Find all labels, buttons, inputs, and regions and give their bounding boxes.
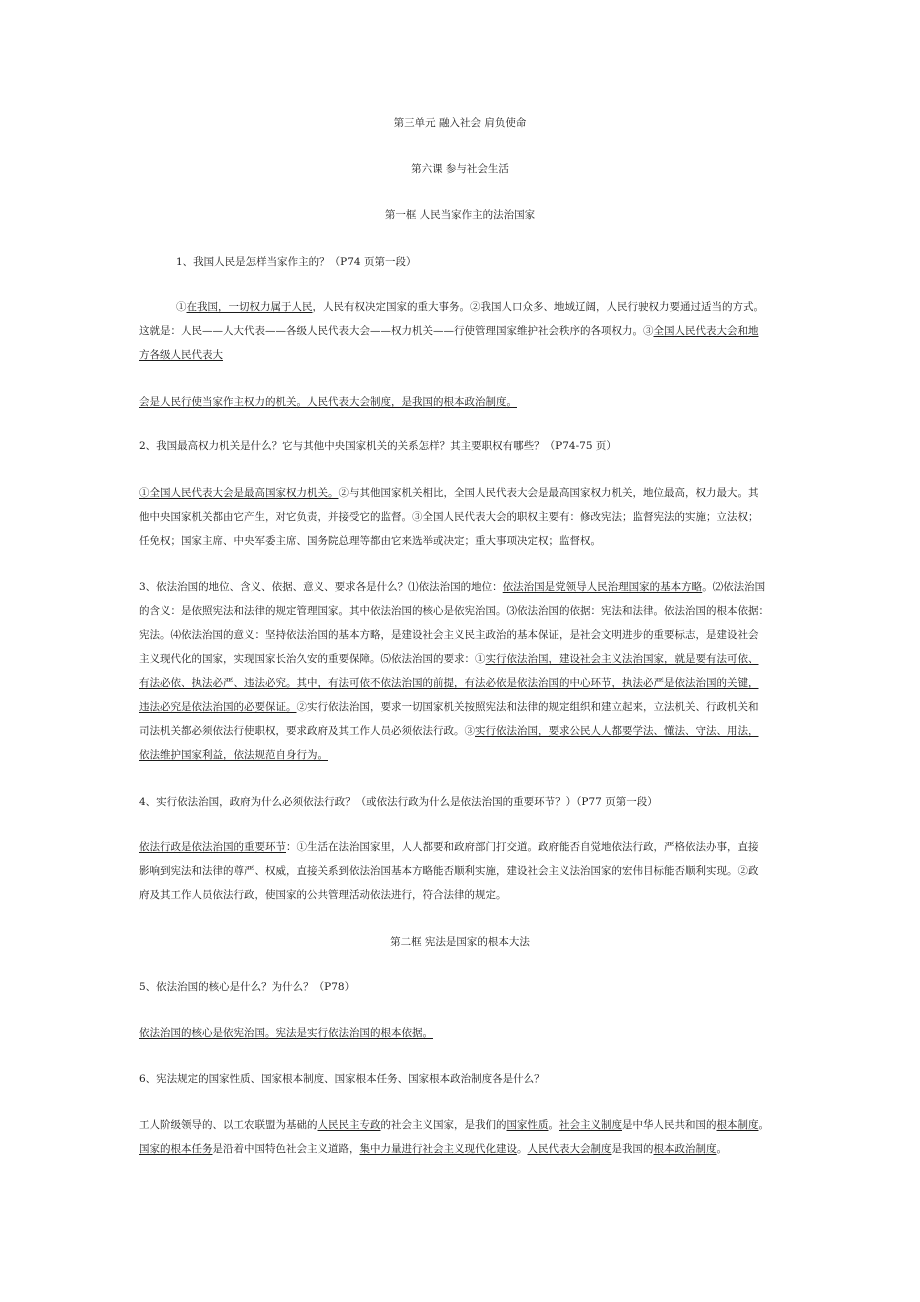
q5-key-point: 依法治国的核心是依宪治国。宪法是实行依法治国的根本依据。 — [139, 1027, 433, 1039]
q1-answer-line-1 — [176, 300, 764, 314]
q2-question: 2、我国最高权力机关是什么？它与其他中央国家机关的关系怎样？其主要职权有哪些？（P74-75 页） — [139, 440, 617, 452]
q6-question: 6、宪法规定的国家性质、国家根本制度、国家根本任务、国家根本政治制度各是什么？ — [139, 1073, 545, 1085]
q1-key-point: 方各级人民代表大 — [139, 349, 223, 361]
q6-text: 。 — [758, 1119, 769, 1131]
q6-text: 。 — [517, 1143, 528, 1155]
q3-line-7 — [139, 724, 759, 738]
q3-key-point: 实行依法治国，要求公民人人都要学法、懂法、守法、用法， — [475, 725, 759, 737]
q6-key-point: 人民代表大会制度 — [527, 1143, 612, 1155]
frame1-title: 第一框 人民当家作主的法治国家 — [384, 209, 536, 221]
q5-answer — [139, 1026, 433, 1040]
q6-key-point: 国家性质 — [506, 1119, 549, 1131]
q3-text: ②实行依法治国，要求一切国家机关按照宪法和法律的规定组织和建立起来，立法机关、行政机关和 — [296, 701, 759, 713]
lesson-title: 第六课 参与社会生活 — [411, 163, 509, 175]
q2-text: ②与其他国家机关相比，全国人民代表大会是最高国家权力机关，地位最高，权力最大。其 — [338, 487, 759, 499]
q6-key-point: 社会主义制度 — [559, 1119, 622, 1131]
q2-key-point: ①全国人民代表大会是最高国家权力机关。 — [139, 487, 339, 499]
unit-title: 第三单元 融入社会 肩负使命 — [393, 117, 527, 129]
q5-question: 5、依法治国的核心是什么？为什么？（P78） — [139, 981, 356, 993]
q1-question: 1、我国人民是怎样当家作主的？（P74 页第一段） — [176, 256, 417, 268]
q3-text: 3、依法治国的地位、含义、依据、意义、要求各是什么？⑴依法治国的地位： — [139, 581, 503, 593]
q3-line-5 — [139, 676, 759, 690]
q4-question: 4、实行依法治国，政府为什么必须依法行政？（或依法行政为什么是依法治国的重要环节？）（P77 页第一段） — [139, 796, 658, 808]
q3-key-point: 有法必依、执法必严、违法必究。其中，有法可依不依法治国的前提，有法必依是依法治国的中心环节，执法必严是依法治国的关键， — [139, 677, 759, 689]
q3-key-point: 依法维护国家利益，依法规范自身行为。 — [139, 749, 328, 761]
q6-text: 的社会主义国家，是我们的 — [380, 1119, 507, 1131]
q1-key-point: 全国人民代表大会和地 — [653, 325, 759, 337]
q6-text: 是我国的 — [611, 1143, 654, 1155]
q4-answer-line-1 — [139, 840, 759, 854]
q3-line-6 — [139, 700, 759, 714]
q1-key-point: 会是人民行使当家作主权力的机关。人民代表大会制度，是我国的根本政治制度。 — [139, 396, 517, 408]
q6-key-point: 人民民主专政 — [317, 1119, 381, 1131]
q4-key-point: 依法行政是依法治国的重要环节 — [139, 841, 286, 853]
q6-key-point: 国家的根本任务 — [139, 1143, 213, 1155]
q3-line-4 — [139, 652, 759, 666]
q3-key-point: 实行依法治国，建设社会主义法治国家，就是要有法可依、 — [485, 653, 759, 665]
q1-answer-line-3 — [139, 348, 223, 362]
q3-text: 司法机关都必须依法行使职权，要求政府及其工作人员必须依法行政。③ — [139, 725, 475, 737]
frame2-title: 第二框 宪法是国家的根本大法 — [390, 936, 530, 948]
q1-text: ，人民有权决定国家的重大事务。②我国人口众多、地域辽阔，人民行驶权力要通过适当的方式。 — [312, 301, 764, 313]
q2-answer-line-2: 他中央国家机关都由它产生，对它负责，并接受它的监督。③全国人民代表大会的职权主要有：修改宪法；监督宪法的实施；立法权； — [139, 511, 759, 523]
q6-text: 。 — [716, 1143, 727, 1155]
q1-answer-line-4 — [139, 395, 517, 409]
q3-key-point: 违法必究是依法治国的必要保证。 — [139, 701, 297, 713]
q6-answer-line-2 — [139, 1142, 727, 1156]
q3-line-1 — [139, 580, 765, 594]
q6-text: 。 — [548, 1119, 559, 1131]
q3-key-point: 依法治国是党领导人民治理国家的基本方略 — [502, 581, 703, 593]
q1-answer-line-2 — [139, 324, 759, 338]
q2-answer-line-3: 任免权；国家主席、中央军委主席、国务院总理等都由它来选举或决定；重大事项决定权；监督权。 — [139, 535, 601, 547]
q6-text: 是中华人民共和国的 — [622, 1119, 717, 1131]
q3-line-2: 的含义：是依照宪法和法律的规定管理国家。其中依法治国的核心是依宪治国。⑶依法治国的依据：宪法和法律。依法治国的根本依据： — [139, 605, 769, 617]
q6-text: 工人阶级领导的、以工农联盟为基础的 — [139, 1119, 318, 1131]
q6-key-point: 根本政治制度 — [653, 1143, 717, 1155]
q1-text: 这就是：人民——人大代表——各级人民代表大会——权力机关——行使管理国家维护社会秩序的各项权力。③ — [139, 325, 654, 337]
q4-answer-line-3: 府及其工作人员依法行政，使国家的公共管理活动依法进行，符合法律的规定。 — [139, 889, 507, 901]
q1-text: ① — [176, 301, 187, 313]
q1-key-point: 在我国，一切权力属于人民 — [186, 301, 313, 313]
q6-key-point: 集中力量进行社会主义现代化建设 — [359, 1143, 517, 1155]
q6-key-point: 根本制度 — [716, 1119, 759, 1131]
q2-answer-line-1 — [139, 486, 759, 500]
q3-text: 主义现代化的国家，实现国家长治久安的重要保障。⑸依法治国的要求：① — [139, 653, 486, 665]
q4-answer-line-2: 影响到宪法和法律的尊严、权威，直接关系到依法治国基本方略能否顺利实施，建设社会主义法治国家的宏伟目标能否顺利实现。②政 — [139, 865, 759, 877]
q6-answer-line-1 — [139, 1118, 769, 1132]
q3-line-3: 宪法。⑷依法治国的意义：坚持依法治国的基本方略，是建设社会主义民主政治的基本保证，是社会文明进步的重要标志，是建设社会 — [139, 629, 759, 641]
q4-text: ：①生活在法治国家里，人人都要和政府部门打交道。政府能否自觉地依法行政，严格依法办事，直接 — [286, 841, 759, 853]
q6-text: 是沿着中国特色社会主义道路， — [212, 1143, 360, 1155]
q3-text: 。⑵依法治国 — [702, 581, 766, 593]
q3-line-8 — [139, 748, 328, 762]
